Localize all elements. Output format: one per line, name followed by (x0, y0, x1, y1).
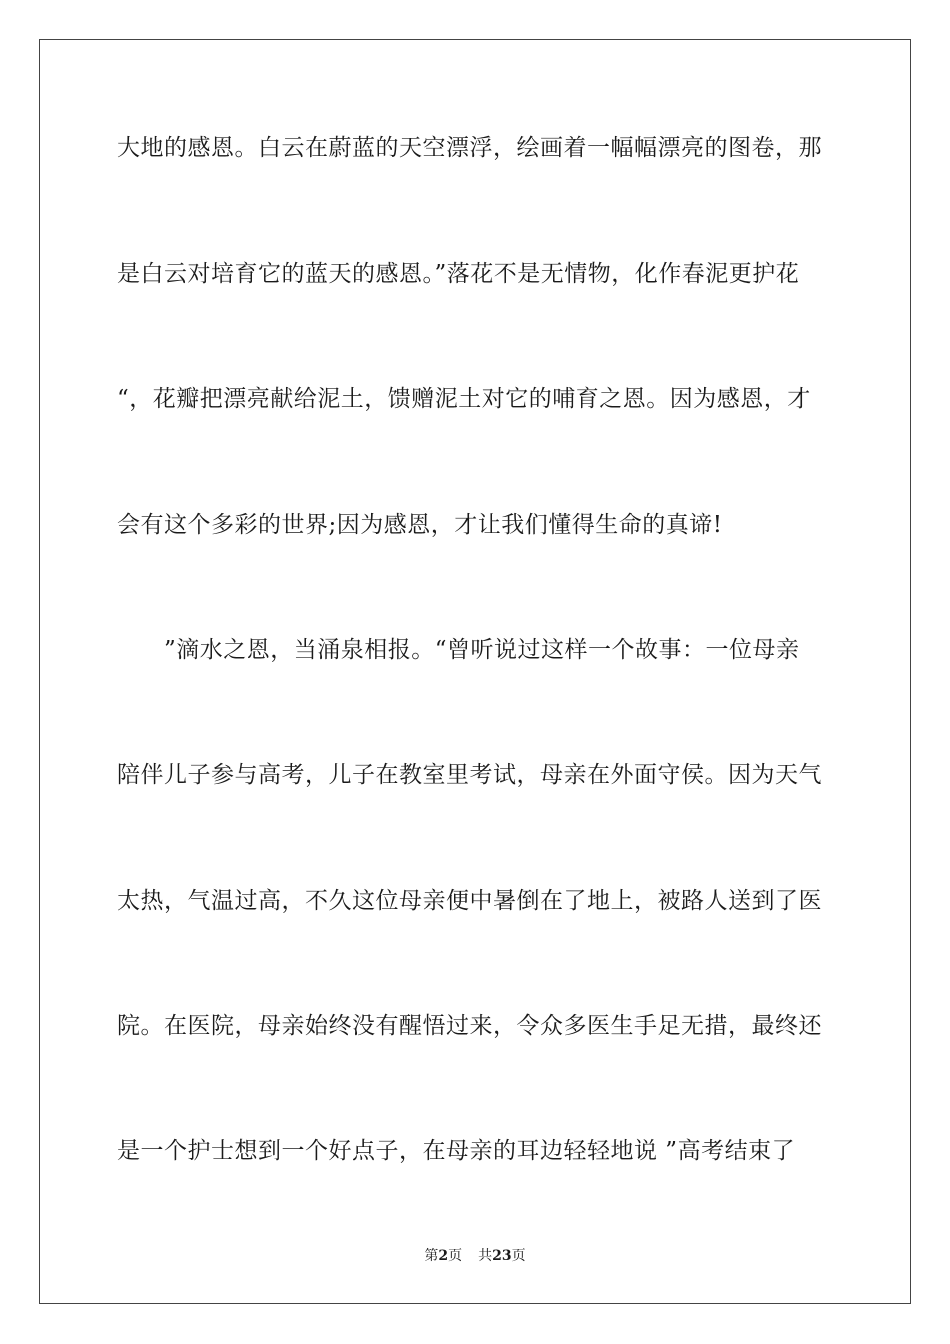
body-line-5: ”滴水之恩，当涌泉相报。“曾听说过这样一个故事：一位母亲 (117, 637, 800, 663)
footer-total-unit: 页 (511, 1248, 526, 1264)
footer-page-unit: 页 (448, 1248, 463, 1264)
body-line-2: 是白云对培育它的蓝天的感恩。”落花不是无情物，化作春泥更护花 (117, 261, 800, 287)
body-line-9: 是一个护士想到一个好点子，在母亲的耳边轻轻地说 ”高考结束了 (117, 1138, 796, 1164)
body-line-7: 太热，气温过高，不久这位母亲便中暑倒在了地上，被路人送到了医 (117, 888, 822, 914)
page-footer (0, 1247, 950, 1265)
footer-total-prefix: 共 (478, 1248, 493, 1264)
page-border (39, 39, 911, 1304)
body-line-8: 院。在医院，母亲始终没有醒悟过来，令众多医生手足无措，最终还 (117, 1013, 822, 1039)
body-line-4: 会有这个多彩的世界;因为感恩，才让我们懂得生命的真谛! (117, 512, 723, 538)
body-line-1: 大地的感恩。白云在蔚蓝的天空漂浮，绘画着一幅幅漂亮的图卷，那 (117, 135, 822, 161)
footer-total-pages: 23 (492, 1248, 512, 1264)
footer-prefix: 第 (424, 1248, 439, 1264)
body-line-3: “，花瓣把漂亮献给泥土，馈赠泥土对它的哺育之恩。因为感恩，才 (117, 386, 811, 412)
footer-page-number: 2 (438, 1248, 449, 1264)
body-line-6: 陪伴儿子参与高考，儿子在教室里考试，母亲在外面守侯。因为天气 (117, 762, 822, 788)
